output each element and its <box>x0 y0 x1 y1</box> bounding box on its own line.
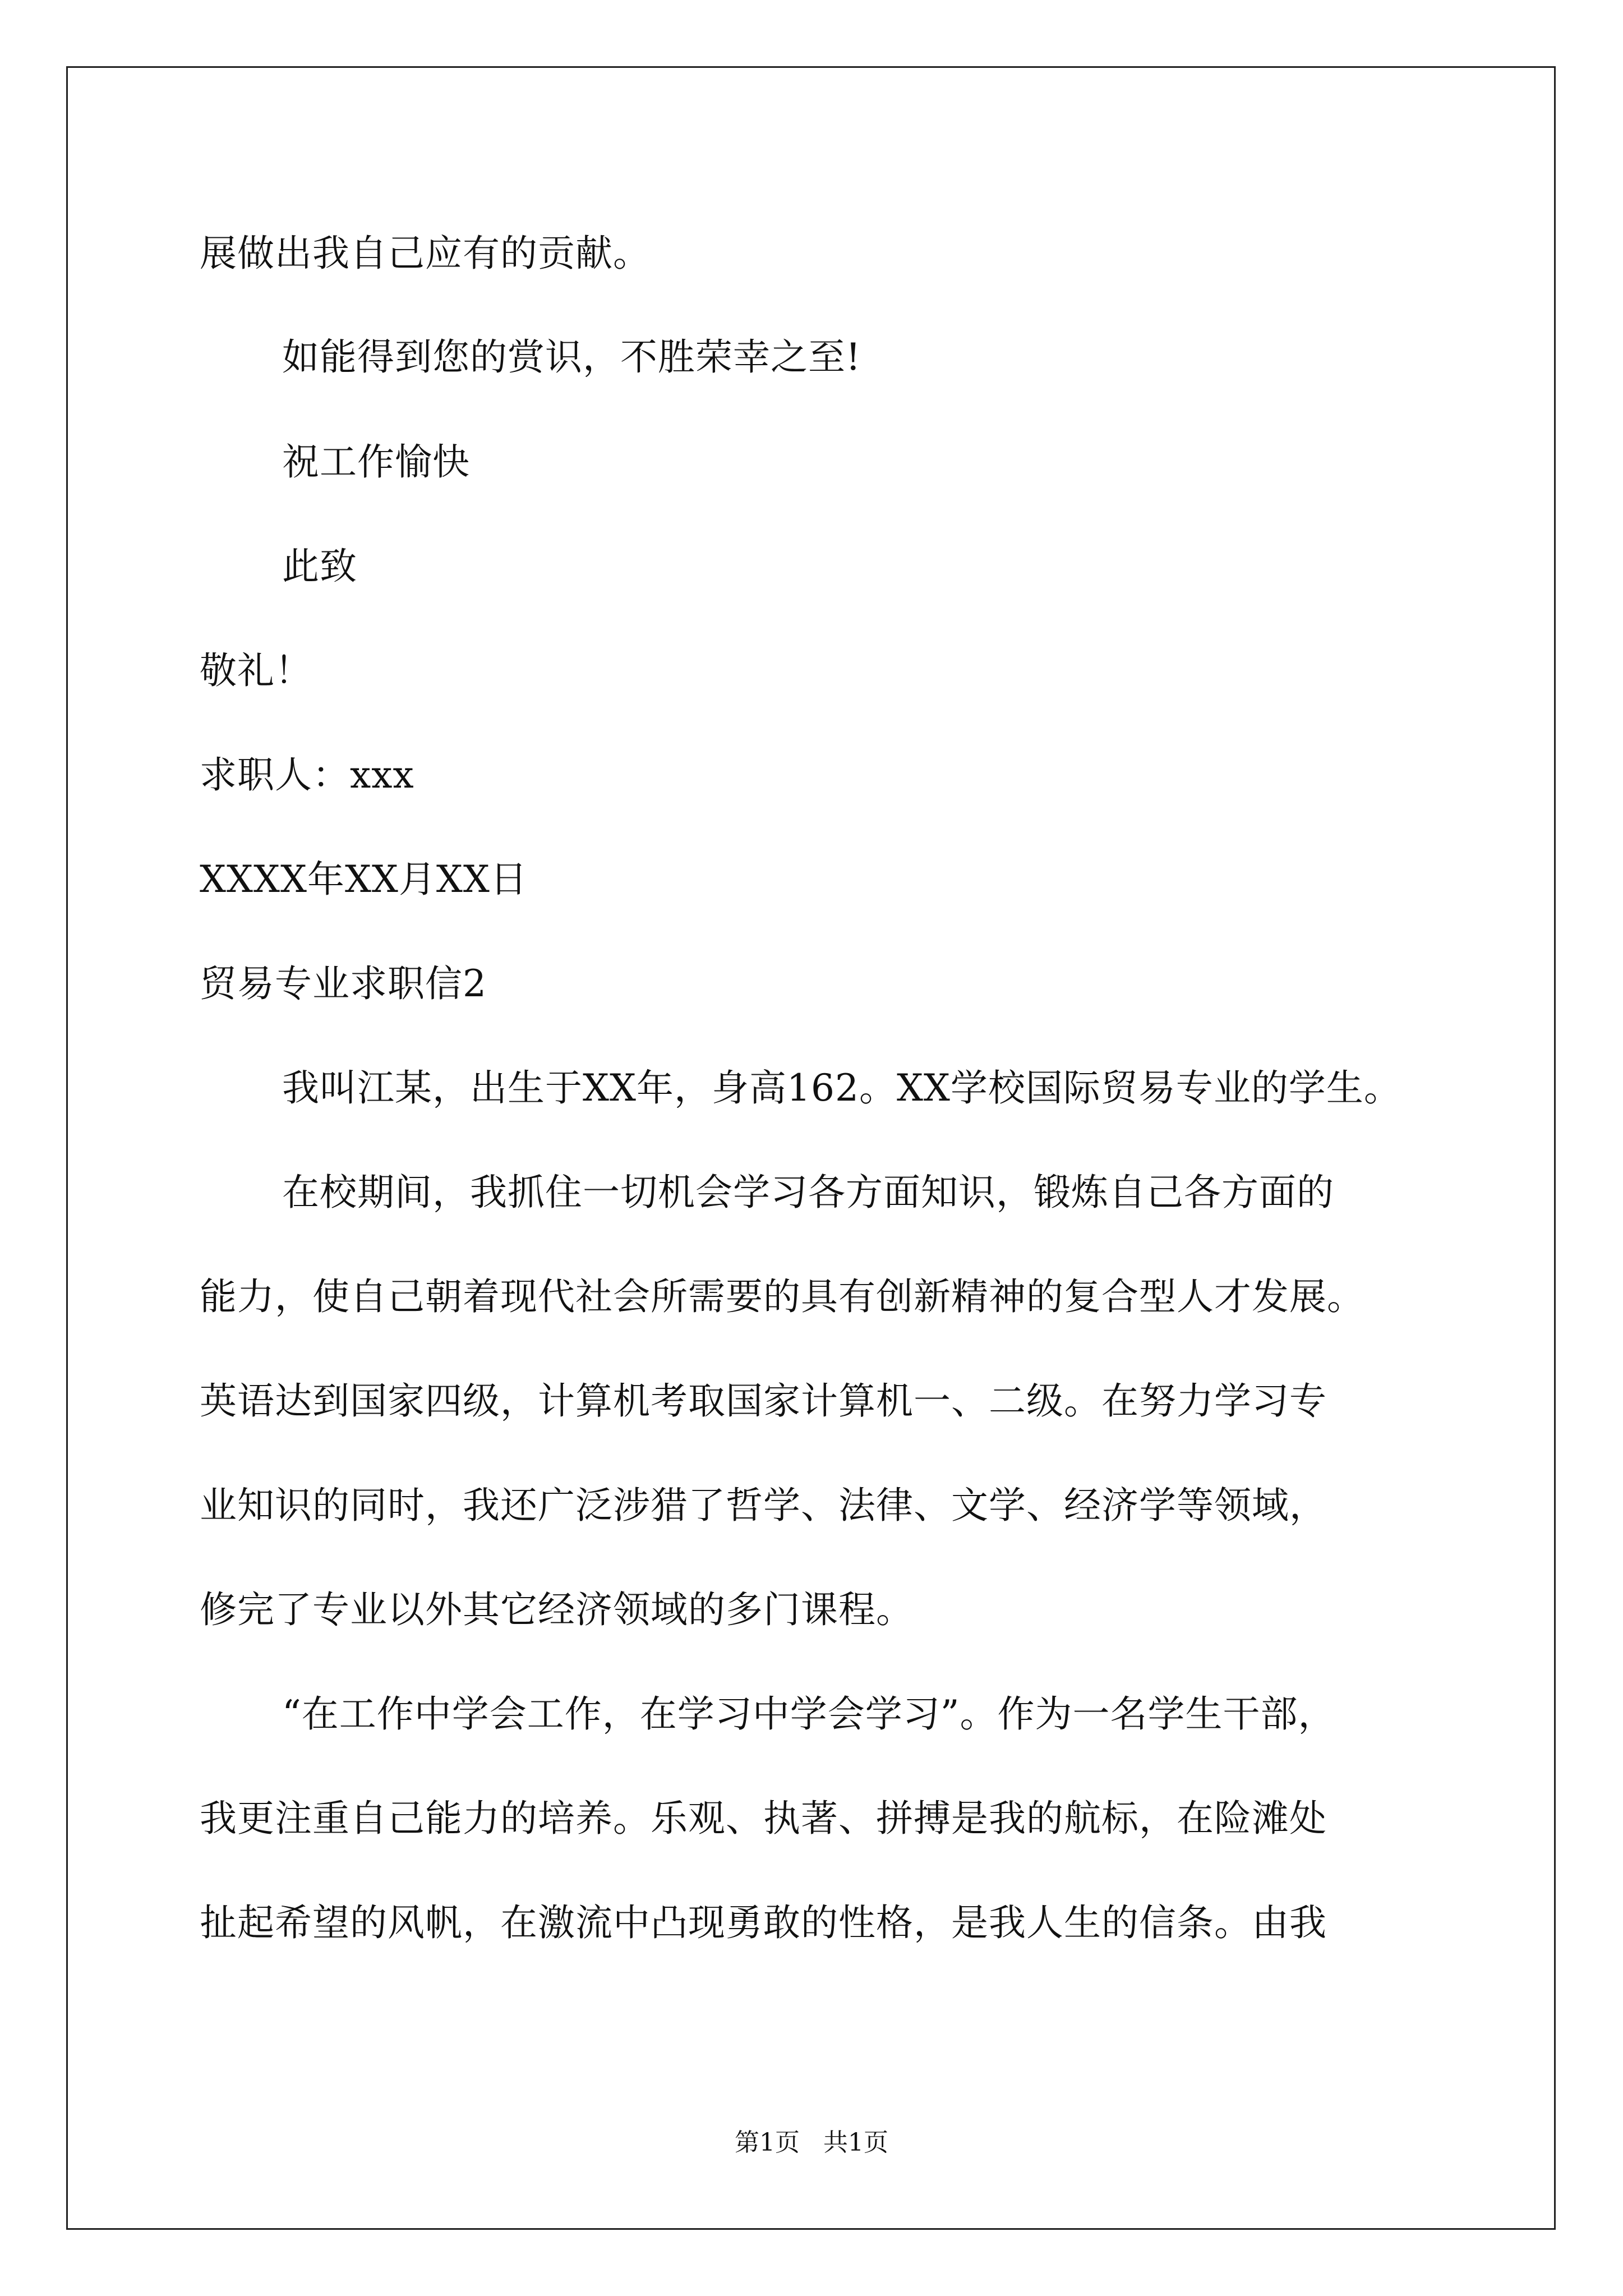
text-line-7: XXXX年XX月XX日 <box>200 858 528 901</box>
text-line-11: 能力，使自己朝着现代社会所需要的具有创新精神的复合型人才发展。 <box>200 1275 1364 1318</box>
text-line-1: 展做出我自己应有的贡献。 <box>200 232 651 275</box>
text-line-3: 祝工作愉快 <box>282 440 470 484</box>
text-line-15: “在工作中学会工作，在学习中学会学习”。作为一名学生干部， <box>282 1692 1336 1736</box>
text-line-12: 英语达到国家四级，计算机考取国家计算机一、二级。在努力学习专 <box>200 1379 1327 1423</box>
page-number-footer: 第1页 共1页 <box>735 2128 888 2157</box>
text-line-2: 如能得到您的赏识，不胜荣幸之至! <box>282 335 861 379</box>
text-line-9: 我叫江某，出生于XX年，身高162。XX学校国际贸易专业的学生。 <box>282 1066 1401 1110</box>
text-line-14: 修完了专业以外其它经济领域的多门课程。 <box>200 1588 914 1631</box>
text-line-6: 求职人：xxx <box>200 753 414 797</box>
text-line-8: 贸易专业求职信2 <box>200 962 487 1005</box>
text-line-13: 业知识的同时，我还广泛涉猎了哲学、法律、文学、经济学等领域， <box>200 1484 1327 1527</box>
text-line-10: 在校期间，我抓住一切机会学习各方面知识，锻炼自己各方面的 <box>282 1171 1334 1214</box>
text-line-16: 我更注重自己能力的培养。乐观、执著、拼搏是我的航标，在险滩处 <box>200 1797 1327 1840</box>
text-line-4: 此致 <box>282 545 357 588</box>
text-line-17: 扯起希望的风帆，在激流中凸现勇敢的性格，是我人生的信条。由我 <box>200 1901 1327 1944</box>
text-line-5: 敬礼！ <box>200 649 312 692</box>
